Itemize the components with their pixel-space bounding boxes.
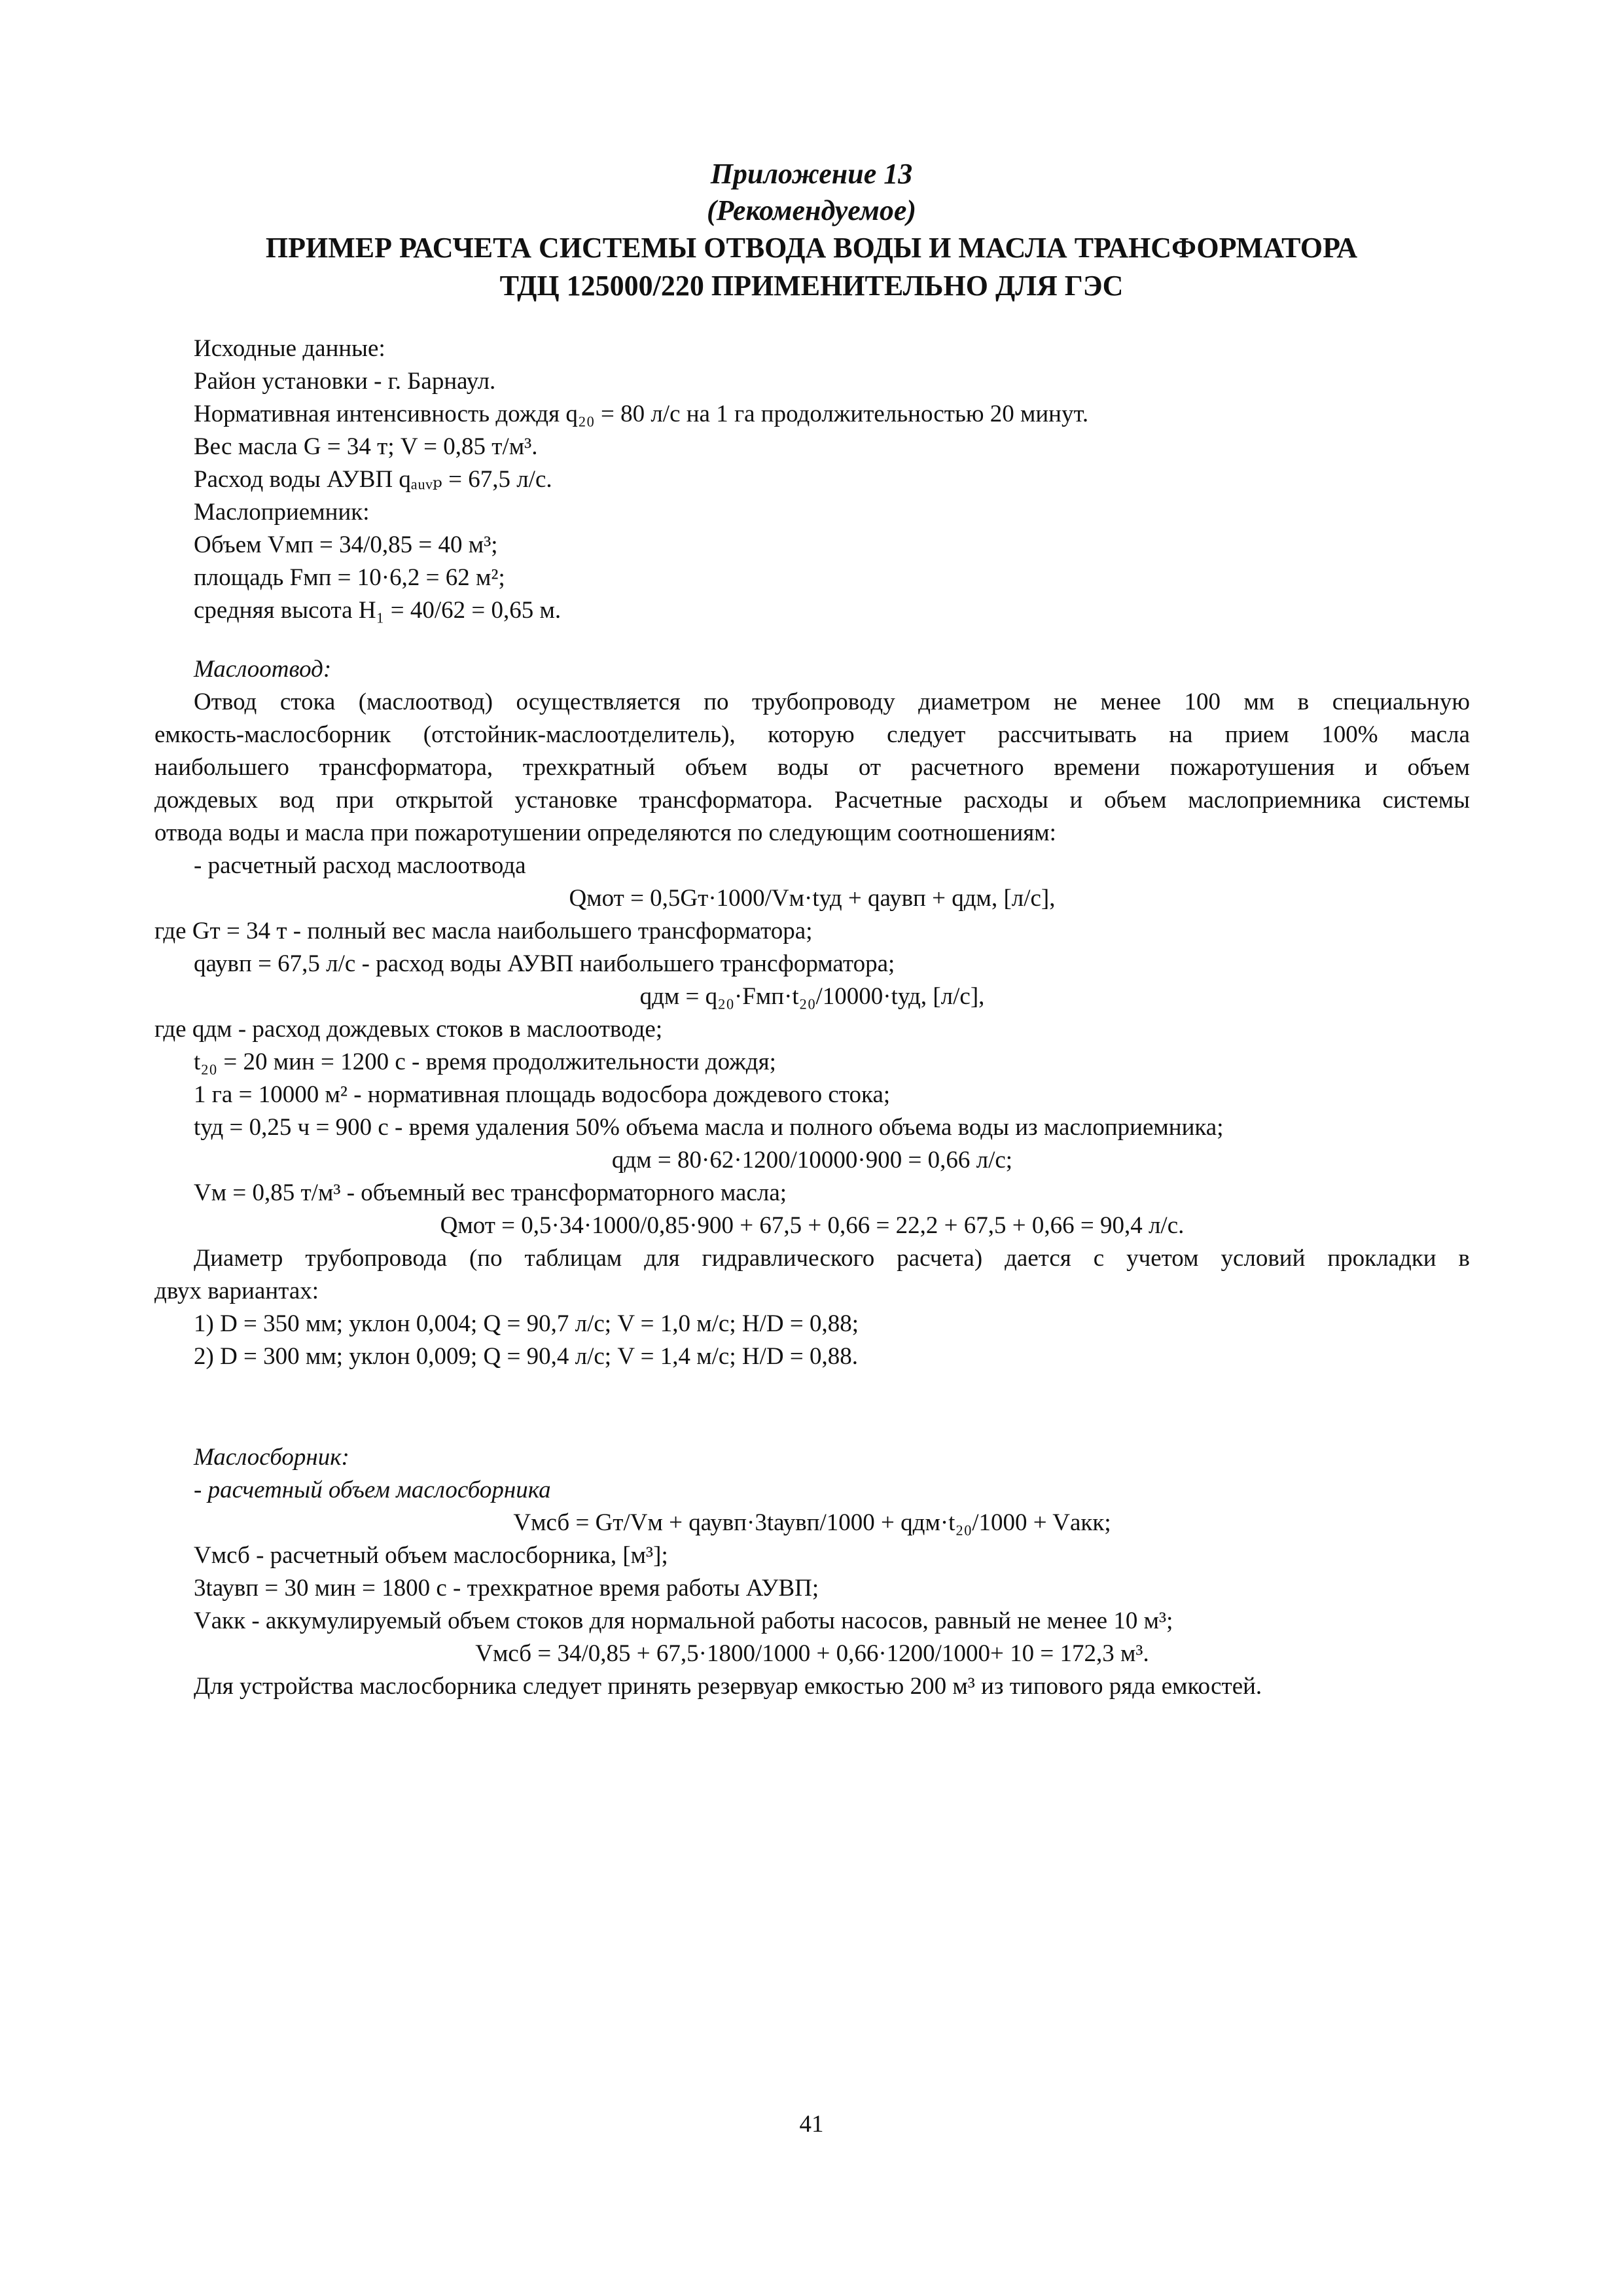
subheading: - расчетный объем маслосборника xyxy=(194,1477,551,1503)
section-heading: Маслосборник: xyxy=(194,1444,349,1471)
paragraph-line: емкость-маслосборник (отстойник-маслоотделитель), которую следует рассчитывать на прием 100% масла xyxy=(154,721,1470,748)
oil-collector-section xyxy=(154,1441,1470,1703)
section-heading: Маслоотвод: xyxy=(194,656,332,683)
formula: qдм = 80·62·1200/10000·900 = 0,66 л/с; xyxy=(611,1147,1013,1174)
text-line: где qдм - расход дождевых стоков в маслоотводе; xyxy=(154,1016,663,1043)
appendix-status: (Рекомендуемое) xyxy=(706,194,917,226)
variant-line: 2) D = 300 мм; уклон 0,009; Q = 90,4 л/с; V = 1,4 м/с; H/D = 0,88. xyxy=(194,1343,858,1370)
formula: Qмот = 0,5·34·1000/0,85·900 + 67,5 + 0,66 = 22,2 + 67,5 + 0,66 = 90,4 л/с. xyxy=(440,1212,1185,1239)
text-line: Район установки - г. Барнаул. xyxy=(194,368,496,395)
text-line: Вес масла G = 34 т; V = 0,85 т/м³. xyxy=(194,433,538,460)
text-line: Исходные данные: xyxy=(194,335,385,362)
text-line: qаувп = 67,5 л/с - расход воды АУВП наибольшего трансформатора; xyxy=(194,950,895,977)
formula: Vмсб = Gт/Vм + qаувп·3tаувп/1000 + qдм·t₂₀/1000 + Vакк; xyxy=(513,1509,1111,1536)
page-number: 41 xyxy=(799,2111,824,2138)
appendix-header xyxy=(157,156,1466,305)
variant-line: 1) D = 350 мм; уклон 0,004; Q = 90,7 л/с; V = 1,0 м/с; H/D = 0,88; xyxy=(194,1310,859,1337)
text-line: 1 га = 10000 м² - нормативная площадь водосбора дождевого стока; xyxy=(194,1081,891,1108)
text-line: t₂₀ = 20 мин = 1200 с - время продолжительности дождя; xyxy=(194,1049,776,1075)
text-line: tуд = 0,25 ч = 900 с - время удаления 50% объема масла и полного объема воды из маслоприемника; xyxy=(194,1114,1224,1141)
text-line: - расчетный расход маслоотвода xyxy=(194,852,526,879)
paragraph-line: Отвод стока (маслоотвод) осуществляется по трубопроводу диаметром не менее 100 мм в специальную xyxy=(194,689,1470,715)
paragraph-line: дождевых вод при открытой установке трансформатора. Расчетные расходы и объем маслоприемника системы xyxy=(154,787,1470,814)
document-body xyxy=(154,332,1470,1703)
text-line: Vакк - аккумулируемый объем стоков для нормальной работы насосов, равный не менее 10 м³; xyxy=(194,1607,1173,1634)
initial-data-block xyxy=(154,332,1470,627)
appendix-number: Приложение 13 xyxy=(710,158,913,190)
text-line: где Gт = 34 т - полный вес масла наибольшего трансформатора; xyxy=(154,918,813,944)
formula: Vмсб = 34/0,85 + 67,5·1800/1000 + 0,66·1200/1000+ 10 = 172,3 м³. xyxy=(475,1640,1149,1667)
formula: Qмот = 0,5Gт·1000/Vм·tуд + qаувп + qдм, [л/с], xyxy=(569,885,1056,912)
text-line: Расход воды АУВП qₐᵤᵥₚ = 67,5 л/с. xyxy=(194,466,552,493)
oil-drain-section xyxy=(154,653,1470,1373)
formula: qдм = q₂₀·Fмп·t₂₀/10000·tуд, [л/с], xyxy=(639,983,985,1010)
page-title-line2: ТДЦ 125000/220 ПРИМЕНИТЕЛЬНО ДЛЯ ГЭС xyxy=(499,270,1124,302)
text-line: Vмсб - расчетный объем маслосборника, [м³]; xyxy=(194,1542,668,1569)
paragraph-line: наибольшего трансформатора, трехкратный объем воды от расчетного времени пожаротушения и объем xyxy=(154,754,1470,781)
page-title: ПРИМЕР РАСЧЕТА СИСТЕМЫ ОТВОДА ВОДЫ И МАСЛА ТРАНСФОРМАТОРА xyxy=(265,232,1358,264)
paragraph-line: двух вариантах: xyxy=(154,1278,319,1304)
text-line: Нормативная интенсивность дождя q₂₀ = 80 л/с на 1 га продолжительностью 20 минут. xyxy=(194,401,1089,427)
text-line: Маслоприемник: xyxy=(194,499,370,526)
text-line: Объем Vмп = 34/0,85 = 40 м³; xyxy=(194,531,498,558)
text-line: площадь Fмп = 10·6,2 = 62 м²; xyxy=(194,564,505,591)
text-line: Vм = 0,85 т/м³ - объемный вес трансформаторного масла; xyxy=(194,1179,787,1206)
paragraph-line: отвода воды и масла при пожаротушении определяются по следующим соотношениям: xyxy=(154,819,1056,846)
paragraph-line: Диаметр трубопровода (по таблицам для гидравлического расчета) дается с учетом условий прокладки в xyxy=(194,1245,1470,1272)
conclusion-line: Для устройства маслосборника следует принять резервуар емкостью 200 м³ из типового ряда емкостей. xyxy=(194,1673,1262,1700)
text-line: 3tаувп = 30 мин = 1800 с - трехкратное время работы АУВП; xyxy=(194,1575,819,1602)
text-line: средняя высота H₁ = 40/62 = 0,65 м. xyxy=(194,597,562,624)
